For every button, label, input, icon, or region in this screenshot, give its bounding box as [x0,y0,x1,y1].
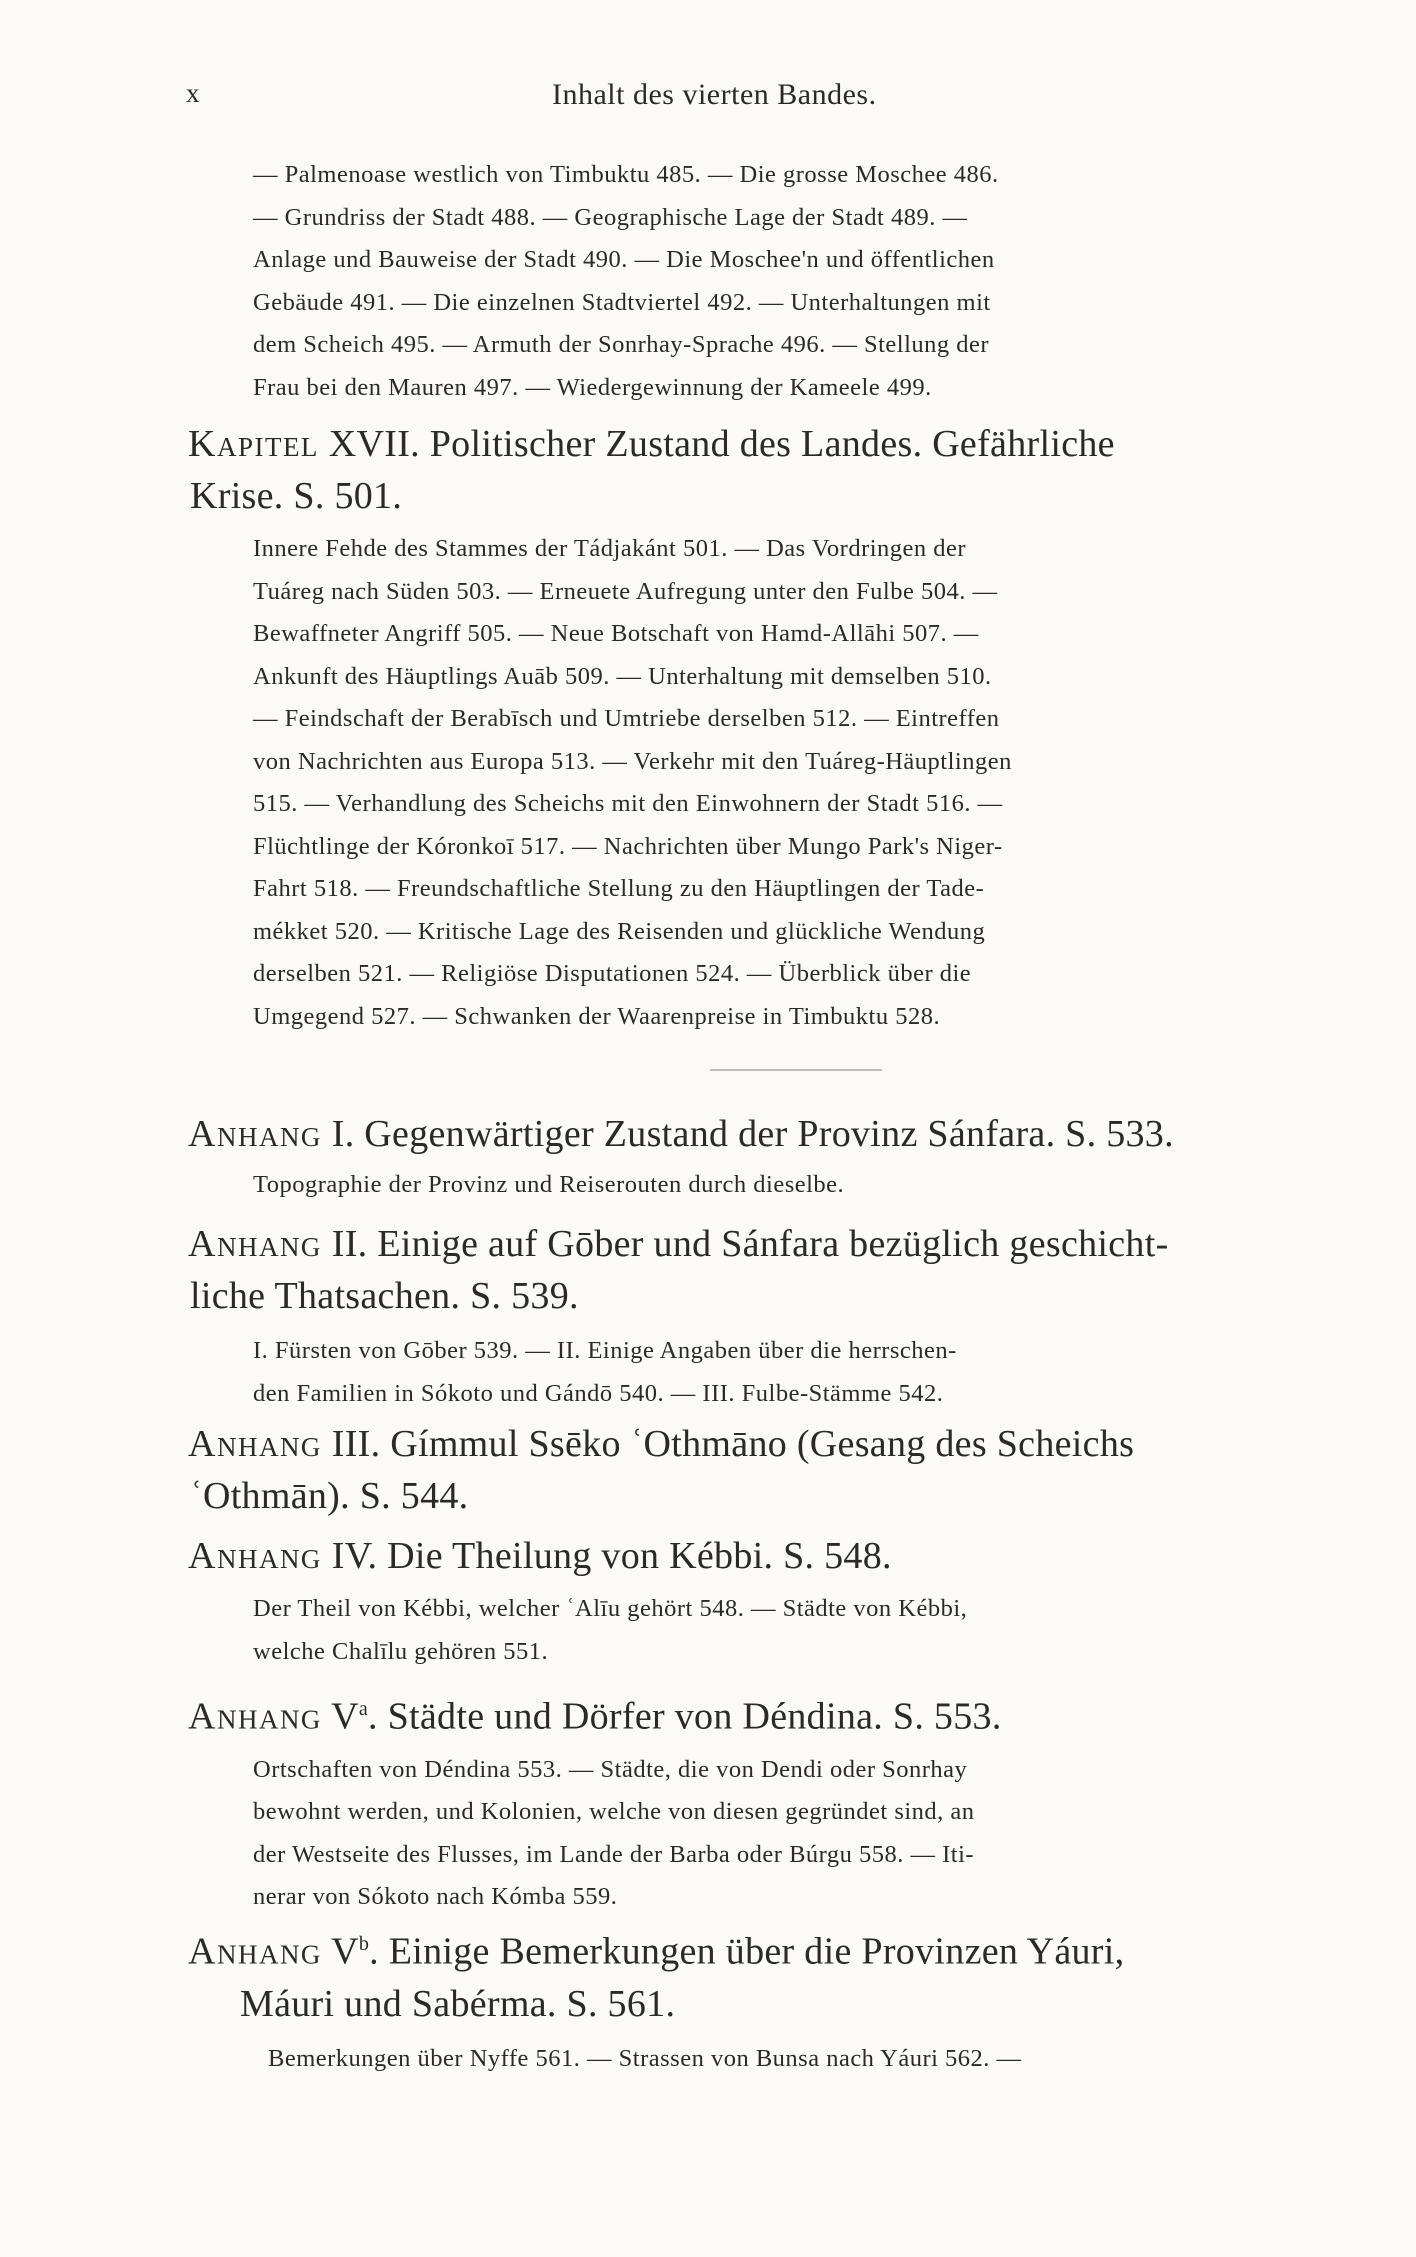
anhang-title: III. Gímmul Ssēko ʿOthmāno (Gesang des Scheichs [331,1423,1135,1465]
text-line: den Familien in Sókoto und Gándō 540. — III. Fulbe-Stämme 542. [253,1379,944,1407]
text-line: — Palmenoase westlich von Timbuktu 485. — Die grosse Moschee 486. [253,161,999,188]
anhang-1-summary [188,1164,1326,1207]
text-line: von Nachrichten aus Europa 513. — Verkehr mit den Tuáreg-Häuptlingen [253,747,1012,775]
text-line: der Westseite des Flusses, im Lande der Barba oder Búrgu 558. — Iti- [253,1840,975,1868]
text-line: bewohnt werden, und Kolonien, welche von diesen gegründet sind, an [253,1798,975,1826]
page-number: x [186,78,201,108]
text-line: Flüchtlinge der Kóronkoī 517. — Nachrichten über Mungo Park's Niger- [253,832,1003,860]
anhang-4-heading [188,1530,1326,1582]
anhang-5a-heading [188,1683,1326,1743]
anhang-label: Anhang [188,1423,322,1465]
anhang-label: Anhang [188,1113,322,1155]
text-line: nerar von Sókoto nach Kómba 559. [253,1883,618,1911]
anhang-title-cont: ʿOthmān). S. 544. [190,1475,469,1517]
section-divider [710,1069,882,1071]
anhang-roman: V [331,1930,359,1973]
anhang-title: . Städte und Dörfer von Déndina. S. 553. [368,1695,1002,1738]
anhang-title-cont: liche Thatsachen. S. 539. [190,1275,579,1317]
text-line: Tuáreg nach Süden 503. — Erneuete Aufregung unter den Fulbe 504. — [253,577,998,605]
anhang-5a-entry [188,1683,1326,1919]
text-line: dem Scheich 495. — Armuth der Sonrhay-Sprache 496. — Stellung der [253,331,990,358]
chapter-17-summary [188,528,1326,1038]
anhang-4-summary [188,1588,1326,1673]
anhang-label: Anhang [188,1535,322,1577]
anhang-4-entry [188,1530,1326,1673]
running-title: Inhalt des vierten Bandes. [552,78,877,111]
anhang-5b-summary [188,2038,1326,2081]
chapter-label: Kapitel [188,423,319,465]
anhang-roman: V [331,1695,359,1738]
text-line: Fahrt 518. — Freundschaftliche Stellung zu den Häuptlingen der Tade- [253,875,985,902]
anhang-5b-entry [188,1918,1326,2080]
anhang-5a-summary [188,1749,1326,1919]
anhang-2-entry [188,1218,1326,1415]
text-line: Bewaffneter Angriff 505. — Neue Botschaft von Hamd-Allāhi 507. — [253,620,979,647]
text-line: welche Chalīlu gehören 551. [253,1637,549,1665]
anhang-sup: b [358,1933,370,1955]
anhang-1-heading [188,1108,1326,1160]
anhang-title: IV. Die Theilung von Kébbi. S. 548. [331,1535,892,1577]
anhang-2-heading [188,1218,1326,1322]
anhang-5b-heading [188,1918,1326,2030]
text-line: — Grundriss der Stadt 488. — Geographische Lage der Stadt 489. — [253,203,968,231]
text-line: 515. — Verhandlung des Scheichs mit den Einwohnern der Stadt 516. — [253,790,1003,817]
text-line: Umgegend 527. — Schwanken der Waarenpreise in Timbuktu 528. [253,1002,941,1030]
chapter-title: XVII. Politischer Zustand des Landes. Gefährliche [328,423,1115,465]
page-header [0,78,1416,118]
text-line: Innere Fehde des Stammes der Tádjakánt 501. — Das Vordringen der [253,535,967,562]
anhang-3-heading [188,1418,1326,1522]
anhang-title-cont: Máuri und Sabérma. S. 561. [240,1982,676,2025]
anhang-sup: a [358,1698,368,1720]
text-line: Anlage und Bauweise der Stadt 490. — Die Moschee'n und öffentlichen [253,246,995,273]
intro-paragraph [188,154,1326,409]
text-line: Topographie der Provinz und Reiserouten durch dieselbe. [253,1171,845,1198]
anhang-title: I. Gegenwärtiger Zustand der Provinz Sánfara. S. 533. [331,1113,1174,1155]
text-line: Gebäude 491. — Die einzelnen Stadtviertel 492. — Unterhaltungen mit [253,288,991,316]
text-line: Ortschaften von Déndina 553. — Städte, die von Dendi oder Sonrhay [253,1755,968,1783]
anhang-label: Anhang [188,1930,322,1973]
text-line: Der Theil von Kébbi, welcher ʿAlīu gehört 548. — Städte von Kébbi, [253,1595,968,1622]
text-line: derselben 521. — Religiöse Disputationen 524. — Überblick über die [253,960,972,987]
text-line: Ankunft des Häuptlings Auāb 509. — Unterhaltung mit demselben 510. [253,662,992,690]
text-line: Frau bei den Mauren 497. — Wiedergewinnung der Kameele 499. [253,373,932,401]
chapter-17-heading [188,418,1326,522]
anhang-3-entry [188,1418,1326,1522]
anhang-1-entry [188,1108,1326,1207]
anhang-2-summary [188,1330,1326,1415]
anhang-label: Anhang [188,1695,322,1738]
text-line: — Feindschaft der Berabīsch und Umtriebe derselben 512. — Eintreffen [253,705,1000,732]
chapter-title-cont: Krise. S. 501. [190,475,403,517]
text-line: I. Fürsten von Gōber 539. — II. Einige Angaben über die herrschen- [253,1337,957,1364]
anhang-title: II. Einige auf Gōber und Sánfara bezüglich geschicht- [331,1223,1169,1265]
anhang-title: . Einige Bemerkungen über die Provinzen Yáuri, [369,1930,1125,1973]
text-line: mékket 520. — Kritische Lage des Reisenden und glückliche Wendung [253,917,986,945]
text-line: Bemerkungen über Nyffe 561. — Strassen von Bunsa nach Yáuri 562. — [268,2044,1022,2072]
anhang-label: Anhang [188,1223,322,1265]
chapter-17-entry [188,418,1326,1038]
